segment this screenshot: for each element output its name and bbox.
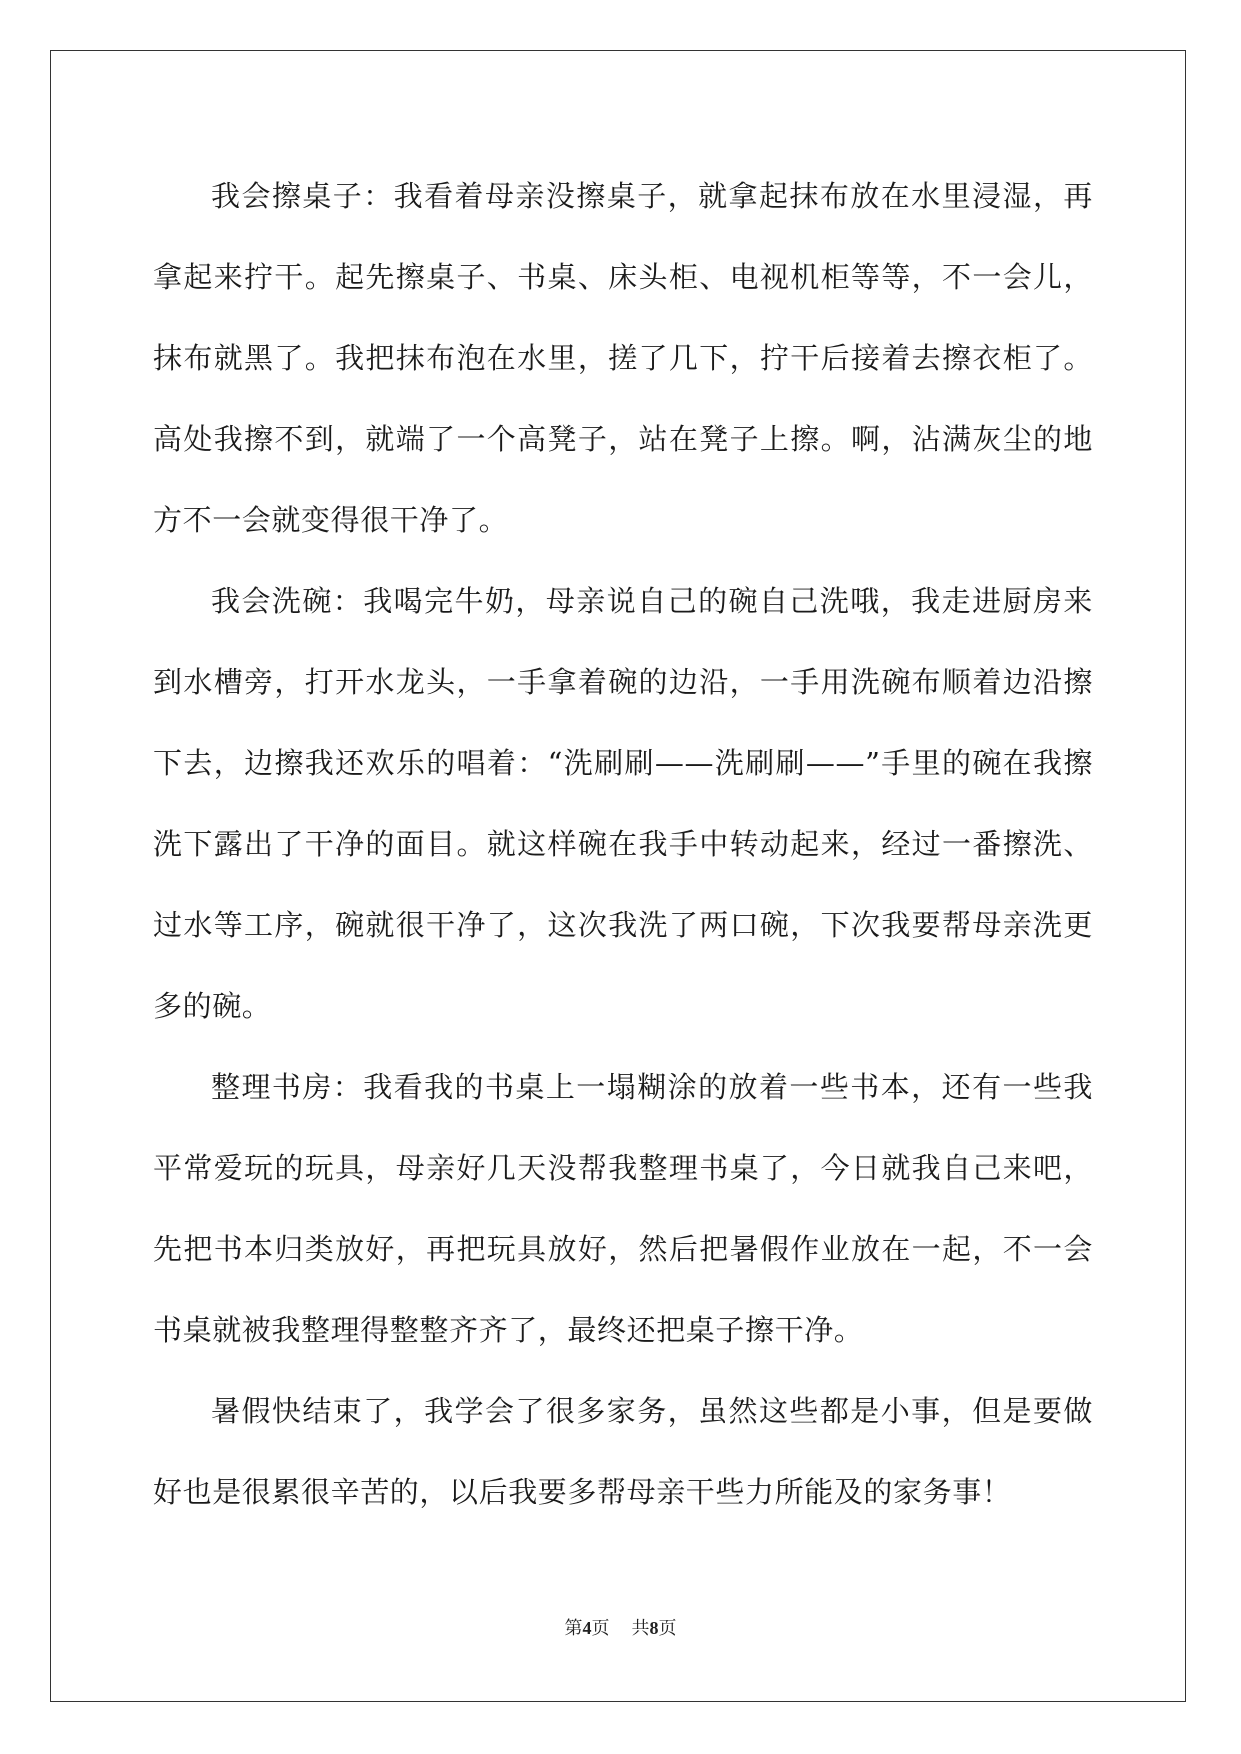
paragraph-conclusion: 暑假快结束了，我学会了很多家务，虽然这些都是小事，但是要做好也是很累很辛苦的，以后我要多帮母亲干些力所能及的家务事！ xyxy=(153,1394,1093,1509)
document-body xyxy=(153,156,1093,1533)
paragraph-wash-dishes: 我会洗碗：我喝完牛奶，母亲说自己的碗自己洗哦，我走进厨房来到水槽旁，打开水龙头，一手拿着碗的边沿，一手用洗碗布顺着边沿擦下去，边擦我还欢乐的唱着：“洗刷刷——洗刷刷——”手里的碗在我擦洗下露出了干净的面目。就这样碗在我手中转动起来，经过一番擦洗、过水等工序，碗就很干净了，这次我洗了两口碗，下次我要帮母亲洗更多的碗。 xyxy=(153,584,1093,1023)
current-page-number: 4 xyxy=(582,1618,592,1638)
paragraph-wipe-table: 我会擦桌子：我看着母亲没擦桌子，就拿起抹布放在水里浸湿，再拿起来拧干。起先擦桌子、书桌、床头柜、电视机柜等等，不一会儿，抹布就黑了。我把抹布泡在水里，搓了几下，拧干后接着去擦衣柜了。高处我擦不到，就端了一个高凳子，站在凳子上擦。啊，沾满灰尘的地方不一会就变得很干净了。 xyxy=(153,179,1093,537)
total-suffix: 页 xyxy=(658,1618,677,1639)
paragraph-tidy-study: 整理书房：我看我的书桌上一塌糊涂的放着一些书本，还有一些我平常爱玩的玩具，母亲好几天没帮我整理书桌了，今日就我自己来吧，先把书本归类放好，再把玩具放好，然后把暑假作业放在一起，不一会书桌就被我整理得整整齐齐了，最终还把桌子擦干净。 xyxy=(153,1070,1093,1347)
page-suffix: 页 xyxy=(591,1618,610,1639)
page-footer xyxy=(0,1616,1241,1641)
page-prefix: 第 xyxy=(564,1618,583,1639)
total-prefix: 共 xyxy=(631,1618,650,1639)
total-page-count: 8 xyxy=(649,1618,659,1638)
